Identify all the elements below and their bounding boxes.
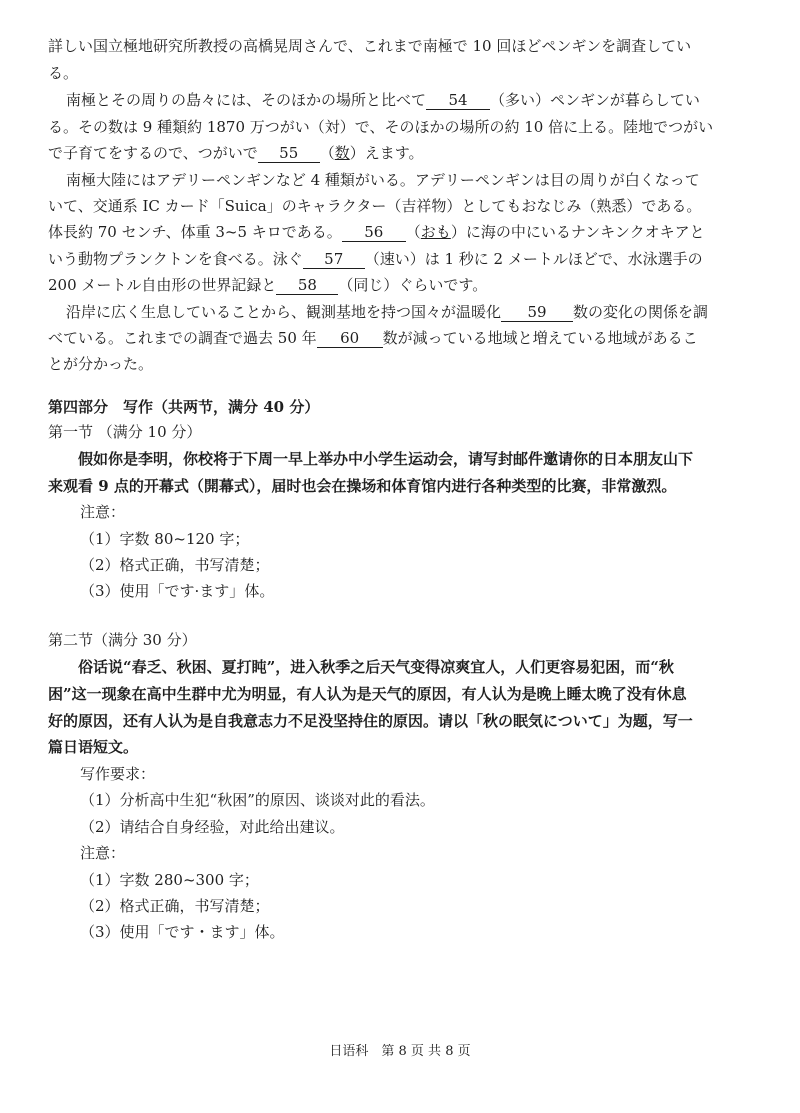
section2-note-item: （1）字数 280~300 字；	[80, 871, 259, 889]
answer-blank-60: 60	[317, 330, 383, 348]
passage-line: 詳しい国立極地研究所教授の高橋晃周さんで、これまで南極で 10 回ほどペンギンを調査してい	[48, 37, 692, 55]
passage-line: る。その数は 9 種類約 1870 万つがい（対）で、そのほかの場所の約 10 倍に上る。陸地でつがい	[48, 118, 714, 136]
section1-note-item: （1）字数 80~120 字；	[80, 530, 250, 548]
section2-note-item: （3）使用「です・ます」体。	[80, 923, 285, 941]
section2-prompt-line: 困”这一现象在高中生群中尤为明显，有人认为是天气的原因，有人认为是晚上睡太晚了没有休息	[48, 685, 687, 703]
passage-line: 南極とその周りの島々には、そのほかの場所と比べて 54 （多い）ペンギンが暮らしてい	[66, 91, 700, 109]
passage-line: いて、交通系 IC カード「Suica」のキャラクター（吉祥物）としてもおなじみ（熟悉）である。	[48, 197, 702, 215]
answer-blank-57: 57	[303, 251, 365, 269]
page-footer: 日语科 第 8 页 共 8 页	[329, 1044, 471, 1059]
section1-prompt-line: 来观看 9 点的开幕式（開幕式），届时也会在操场和体育馆内进行各种类型的比赛，非常激烈。	[48, 477, 677, 495]
passage-line: べている。これまでの調査で過去 50 年 60 数が減っている地域と増えている地域があるこ	[48, 329, 698, 347]
part4-heading: 第四部分 写作（共两节，满分 40 分）	[48, 398, 320, 416]
section2-prompt-line: 篇日语短文。	[48, 738, 139, 756]
section1-note-label: 注意：	[80, 503, 126, 521]
section2-requirement-item: （1）分析高中生犯“秋困”的原因、谈谈对此的看法。	[80, 791, 435, 809]
section1-title: 第一节 （满分 10 分）	[48, 423, 202, 441]
section1-note-item: （3）使用「です·ます」体。	[80, 582, 275, 600]
answer-blank-55: 55	[258, 145, 320, 163]
section2-requirements-label: 写作要求：	[80, 765, 156, 783]
passage-line: 沿岸に広く生息していることから、観測基地を持つ国々が温暖化 59 数の変化の関係を調	[66, 303, 709, 321]
section1-prompt-line: 假如你是李明，你校将于下周一早上举办中小学生运动会，请写封邮件邀请你的日本朋友山下	[78, 450, 694, 468]
answer-blank-54: 54	[426, 92, 490, 110]
section2-prompt-line: 俗话说“春乏、秋困、夏打盹”，进入秋季之后天气变得凉爽宜人，人们更容易犯困，而“秋	[78, 658, 674, 676]
passage-line: る。	[48, 64, 79, 82]
passage-line: 南極大陸にはアデリーペンギンなど 4 種類がいる。アデリーペンギンは目の周りが白くなって	[66, 171, 700, 189]
answer-blank-56: 56	[342, 224, 406, 242]
passage-line: 体長約 70 センチ、体重 3~5 キロである。 56 （おも）に海の中にいるナンキンクオキアと	[48, 223, 705, 241]
passage-line: とが分かった。	[48, 355, 154, 373]
answer-blank-59: 59	[501, 304, 573, 322]
section2-title: 第二节（满分 30 分）	[48, 631, 197, 649]
passage-line: で子育てをするので、つがいで 55 （数）えます。	[48, 144, 424, 162]
section2-note-label: 注意：	[80, 844, 126, 862]
section2-requirement-item: （2）请结合自身经验，对此给出建议。	[80, 818, 345, 836]
passage-line: いう動物プランクトンを食べる。泳ぐ 57 （速い）は 1 秒に 2 メートルほどで、水泳選手の	[48, 250, 703, 268]
passage-line: 200 メートル自由形の世界記録と 58 （同じ）ぐらいです。	[48, 276, 488, 294]
section1-note-item: （2）格式正确，书写清楚；	[80, 556, 270, 574]
answer-blank-58: 58	[276, 277, 338, 295]
section2-note-item: （2）格式正确，书写清楚；	[80, 897, 270, 915]
section2-prompt-line: 好的原因，还有人认为是自我意志力不足没坚持住的原因。请以「秋の眠気について」为题，写一	[48, 712, 693, 730]
